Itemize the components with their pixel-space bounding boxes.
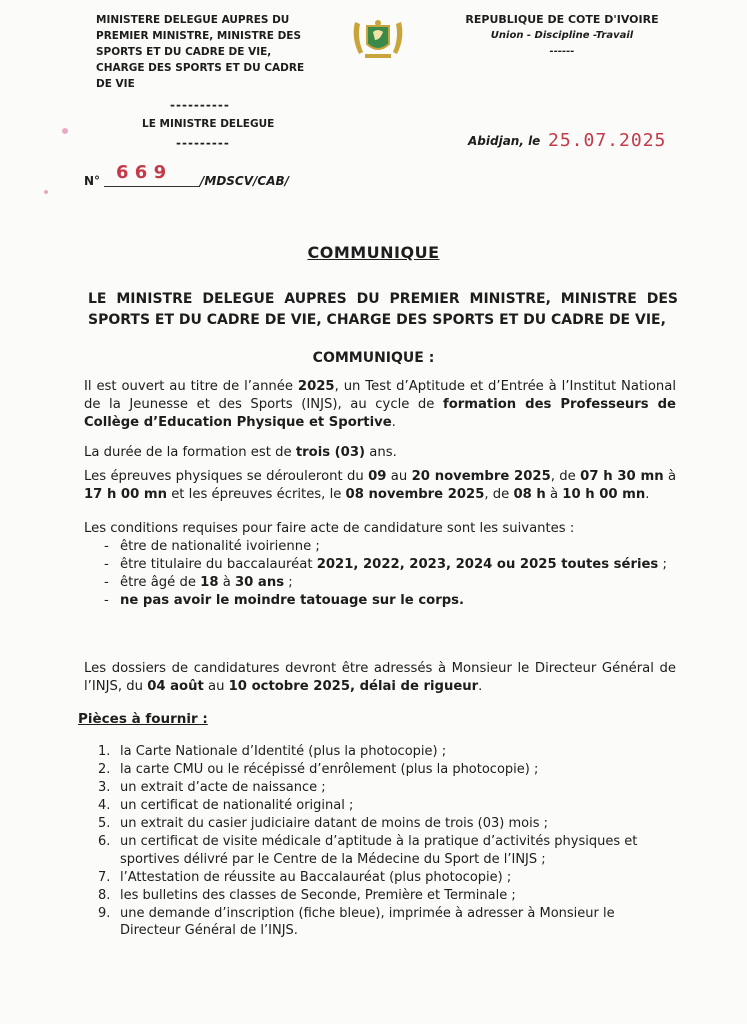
list-item [96,833,676,868]
text-bold: 2025 [297,379,335,394]
minister-label: LE MINISTRE DELEGUE [142,118,275,130]
republic-header [462,12,662,60]
item-text: un extrait d’acte de naissance ; [120,780,326,795]
item-text: l’Attestation de réussite au Baccalauréat (plus photocopie) ; [120,869,512,885]
item-number: 5. [98,816,111,831]
coat-of-arms-emblem [347,18,409,60]
list-item [96,761,676,779]
text: ans. [365,445,397,460]
pink-mark [62,128,68,134]
list-item [96,815,676,833]
national-motto: Union - Discipline -Travail [490,30,634,41]
ministry-line: MINISTERE DELEGUE AUPRES DU [96,14,290,26]
text: , de [550,469,581,484]
ref-prefix: N° [84,174,101,188]
text-bold: 30 ans [234,575,285,590]
list-item [96,905,676,940]
text-bold: formation des Professeurs de Collège d’Education Physique et Sportive [84,397,676,430]
text-bold: 09 [368,469,387,484]
item-number: 9. [98,905,111,921]
text: , un Test d’Aptitude et d’Entrée à l’Institut National de la Jeunesse et des Sports (INJS), au cycle de [84,379,676,412]
text: au [203,679,229,694]
text: . [645,487,650,502]
ministry-line: DE VIE [96,78,135,90]
text: au [386,469,412,484]
item-text: un certificat de visite médicale d’aptitude à la pratique d’activités physiques et sportives délivré par le Centre de la Médecine du Sport de l’INJS ; [120,834,638,867]
ref-number: 6 6 9 [116,162,167,183]
item-text: la Carte Nationale d’Identité (plus la photocopie) ; [120,744,447,759]
text: . [478,679,483,694]
place-label: Abidjan, le [468,134,541,148]
list-item [96,869,676,887]
paragraph-dossiers [84,660,676,696]
ref-suffix: /MDSCV/CAB/ [200,174,290,188]
list-item [96,743,676,761]
pink-mark [44,190,48,194]
document-title: COMMUNIQUE [307,243,440,262]
item-text: les bulletins des classes de Seconde, Première et Terminale ; [120,887,516,903]
text-bold: ne pas avoir le moindre tatouage sur le corps. [120,593,465,608]
text: , de [484,487,514,502]
text: être âgé de [120,575,201,590]
condition-item: - être âgé de 18 à 30 ans ; [104,575,293,590]
text: à [663,469,677,484]
item-number: 4. [98,798,111,813]
text-bold: 08 h [513,487,546,502]
text: Il est ouvert au titre de l’année [84,379,298,394]
minister-statement: LE MINISTRE DELEGUE AUPRES DU PREMIER MINISTRE, MINISTRE DES SPORTS ET DU CADRE DE VIE, CHARGE DES SPORTS ET DU CADRE DE VIE, [88,291,678,328]
item-number: 8. [98,887,111,903]
text-bold: 20 novembre 2025 [411,469,551,484]
text-bold: trois (03) [295,445,366,460]
motto-separator: ------ [549,46,575,57]
text: Les dossiers de candidatures devront être adressés à Monsieur le Directeur Général de l’INJS, du [84,661,676,694]
paragraph-duration [84,444,676,462]
header-separator-2: --------- [176,136,230,150]
text: être de nationalité ivoirienne ; [120,539,320,554]
text: à [545,487,563,502]
item-number: 6. [98,834,111,849]
document-date: 25.07.2025 [548,130,667,151]
list-item [96,779,676,797]
list-item [96,887,676,905]
ministry-line: PREMIER MINISTRE, MINISTRE DES [96,30,302,42]
pieces-list [96,743,676,940]
item-number: 1. [98,744,111,759]
text: Les épreuves physiques se dérouleront du [84,469,369,484]
text: être titulaire du baccalauréat [120,557,317,572]
item-text: un extrait du casier judiciaire datant de moins de trois (03) mois ; [120,816,549,831]
text-bold: 10 h 00 mn [562,487,646,502]
list-item [96,797,676,815]
text-bold: 17 h 00 mn [84,487,167,502]
item-number: 7. [98,869,111,885]
pieces-title: Pièces à fournir : [78,711,208,727]
ministry-line: SPORTS ET DU CADRE DE VIE, [96,46,272,58]
text-bold: 07 h 30 mn [580,469,664,484]
condition-item: - être de nationalité ivoirienne ; [104,539,320,554]
item-text: une demande d’inscription (fiche bleue), imprimée à adresser à Monsieur le Directeur Général de l’INJS. [120,905,615,938]
text: et les épreuves écrites, le [167,487,346,502]
ref-underline [104,186,200,187]
item-text: la carte CMU ou le récépissé d’enrôlement (plus la photocopie) ; [120,762,539,777]
header-separator: ---------- [170,98,230,112]
item-text: un certificat de nationalité original ; [120,798,354,813]
republic-name: REPUBLIQUE DE COTE D'IVOIRE [465,13,659,26]
text-bold: 08 novembre 2025 [345,487,485,502]
condition-item: - être titulaire du baccalauréat 2021, 2022, 2023, 2024 ou 2025 toutes séries ; [104,557,667,572]
text-bold: 18 [200,575,219,590]
condition-item: - ne pas avoir le moindre tatouage sur le corps. [104,593,465,608]
text: ; [658,557,667,572]
ministry-header [96,12,334,92]
item-number: 3. [98,780,111,795]
ministry-line: CHARGE DES SPORTS ET DU CADRE [96,62,305,74]
text-bold: 10 octobre 2025, délai de rigueur [228,679,479,694]
item-number: 2. [98,762,111,777]
text-bold: 04 août [147,679,204,694]
text-bold: 2021, 2022, 2023, 2024 ou 2025 toutes séries [316,557,659,572]
communique-label: COMMUNIQUE : [312,350,435,366]
conditions-intro: Les conditions requises pour faire acte de candidature sont les suivantes : [84,521,575,536]
paragraph-schedule [84,468,676,504]
text: à [218,575,235,590]
text: ; [284,575,293,590]
text: . [391,415,396,430]
text: La durée de la formation est de [84,445,296,460]
paragraph-opening [84,378,676,432]
conditions-section [84,520,676,610]
